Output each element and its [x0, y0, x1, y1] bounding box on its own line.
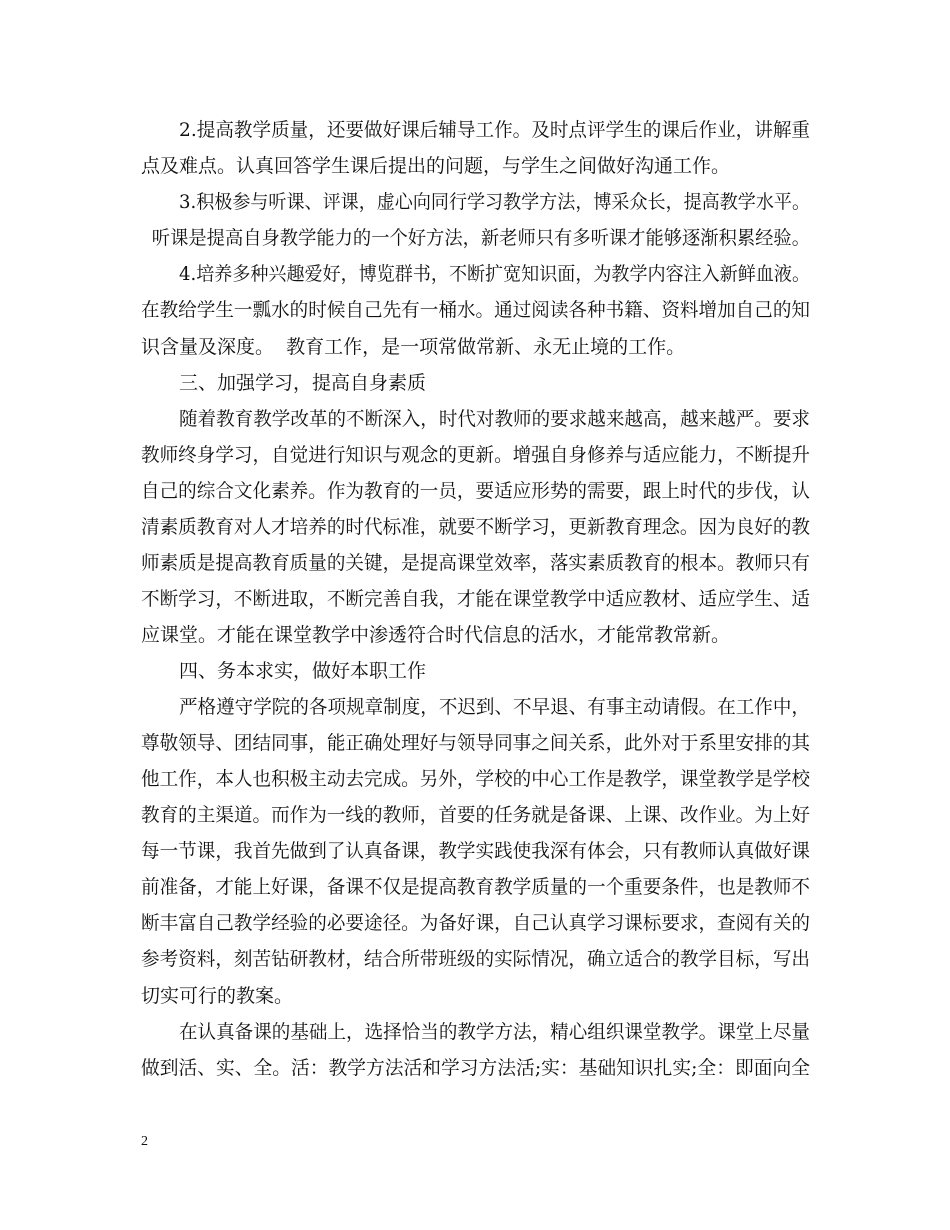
text-line: 在教给学生一瓢水的时候自己先有一桶水。通过阅读各种书籍、资料增加自己的知 [141, 299, 810, 321]
text-line: 教育的主渠道。而作为一线的教师，首要的任务就是备课、上课、改作业。为上好 [141, 804, 810, 826]
text-line: 随着教育教学改革的不断深入，时代对教师的要求越来越高，越来越严。要求 [179, 408, 810, 430]
text-line: 2.提高教学质量，还要做好课后辅导工作。及时点评学生的课后作业，讲解重 [179, 119, 810, 141]
text-line: 在认真备课的基础上，选择恰当的教学方法，精心组织课堂教学。课堂上尽量 [179, 1021, 810, 1043]
section-heading: 四、务本求实，做好本职工作 [179, 660, 427, 682]
text-line: 前准备，才能上好课，备课不仅是提高教育教学质量的一个重要条件，也是教师不 [141, 876, 810, 898]
text-line: 师素质是提高教育质量的关键，是提高课堂效率，落实素质教育的根本。教师只有 [141, 552, 810, 574]
text-line: 切实可行的教案。 [141, 985, 294, 1007]
text-line: 清素质教育对人才培养的时代标准，就要不断学习，更新教育理念。因为良好的教 [141, 516, 810, 538]
text-line: 做到活、实、全。活：教学方法活和学习方法活;实：基础知识扎实;全：即面向全 [141, 1057, 810, 1079]
text-line: 识含量及深度。 教育工作，是一项常做常新、永无止境的工作。 [141, 336, 686, 358]
text-line: 自己的综合文化素养。作为教育的一员，要适应形势的需要，跟上时代的步伐，认 [141, 480, 810, 502]
text-line: 尊敬领导、团结同事，能正确处理好与领导同事之间关系，此外对于系里安排的其 [141, 732, 810, 754]
text-line: 教师终身学习，自觉进行知识与观念的更新。增强自身修养与适应能力，不断提升 [141, 444, 810, 466]
page-number: 2 [141, 1134, 148, 1149]
text-line: 听课是提高自身教学能力的一个好方法，新老师只有多听课才能够逐渐积累经验。 [146, 227, 810, 249]
text-line: 3.积极参与听课、评课，虚心向同行学习教学方法，博采众长，提高教学水平。 [179, 191, 810, 213]
text-line: 他工作，本人也积极主动去完成。另外，学校的中心工作是教学，课堂教学是学校 [141, 768, 810, 790]
text-line: 应课堂。才能在课堂教学中渗透符合时代信息的活水，才能常教常新。 [141, 624, 731, 646]
text-line: 参考资料，刻苦钻研教材，结合所带班级的实际情况，确立适合的教学目标，写出 [141, 948, 810, 970]
section-heading: 三、加强学习，提高自身素质 [179, 372, 427, 394]
text-line: 断丰富自己教学经验的必要途径。为备好课，自己认真学习课标要求，查阅有关的 [141, 912, 810, 934]
text-line: 每一节课，我首先做到了认真备课，教学实践使我深有体会，只有教师认真做好课 [141, 840, 810, 862]
text-line: 4.培养多种兴趣爱好，博览群书，不断扩宽知识面，为教学内容注入新鲜血液。 [179, 263, 810, 285]
text-line: 严格遵守学院的各项规章制度，不迟到、不早退、有事主动请假。在工作中， [179, 696, 810, 718]
text-line: 不断学习，不断进取，不断完善自我，才能在课堂教学中适应教材、适应学生、适 [141, 588, 810, 610]
text-line: 点及难点。认真回答学生课后提出的问题，与学生之间做好沟通工作。 [141, 155, 731, 177]
